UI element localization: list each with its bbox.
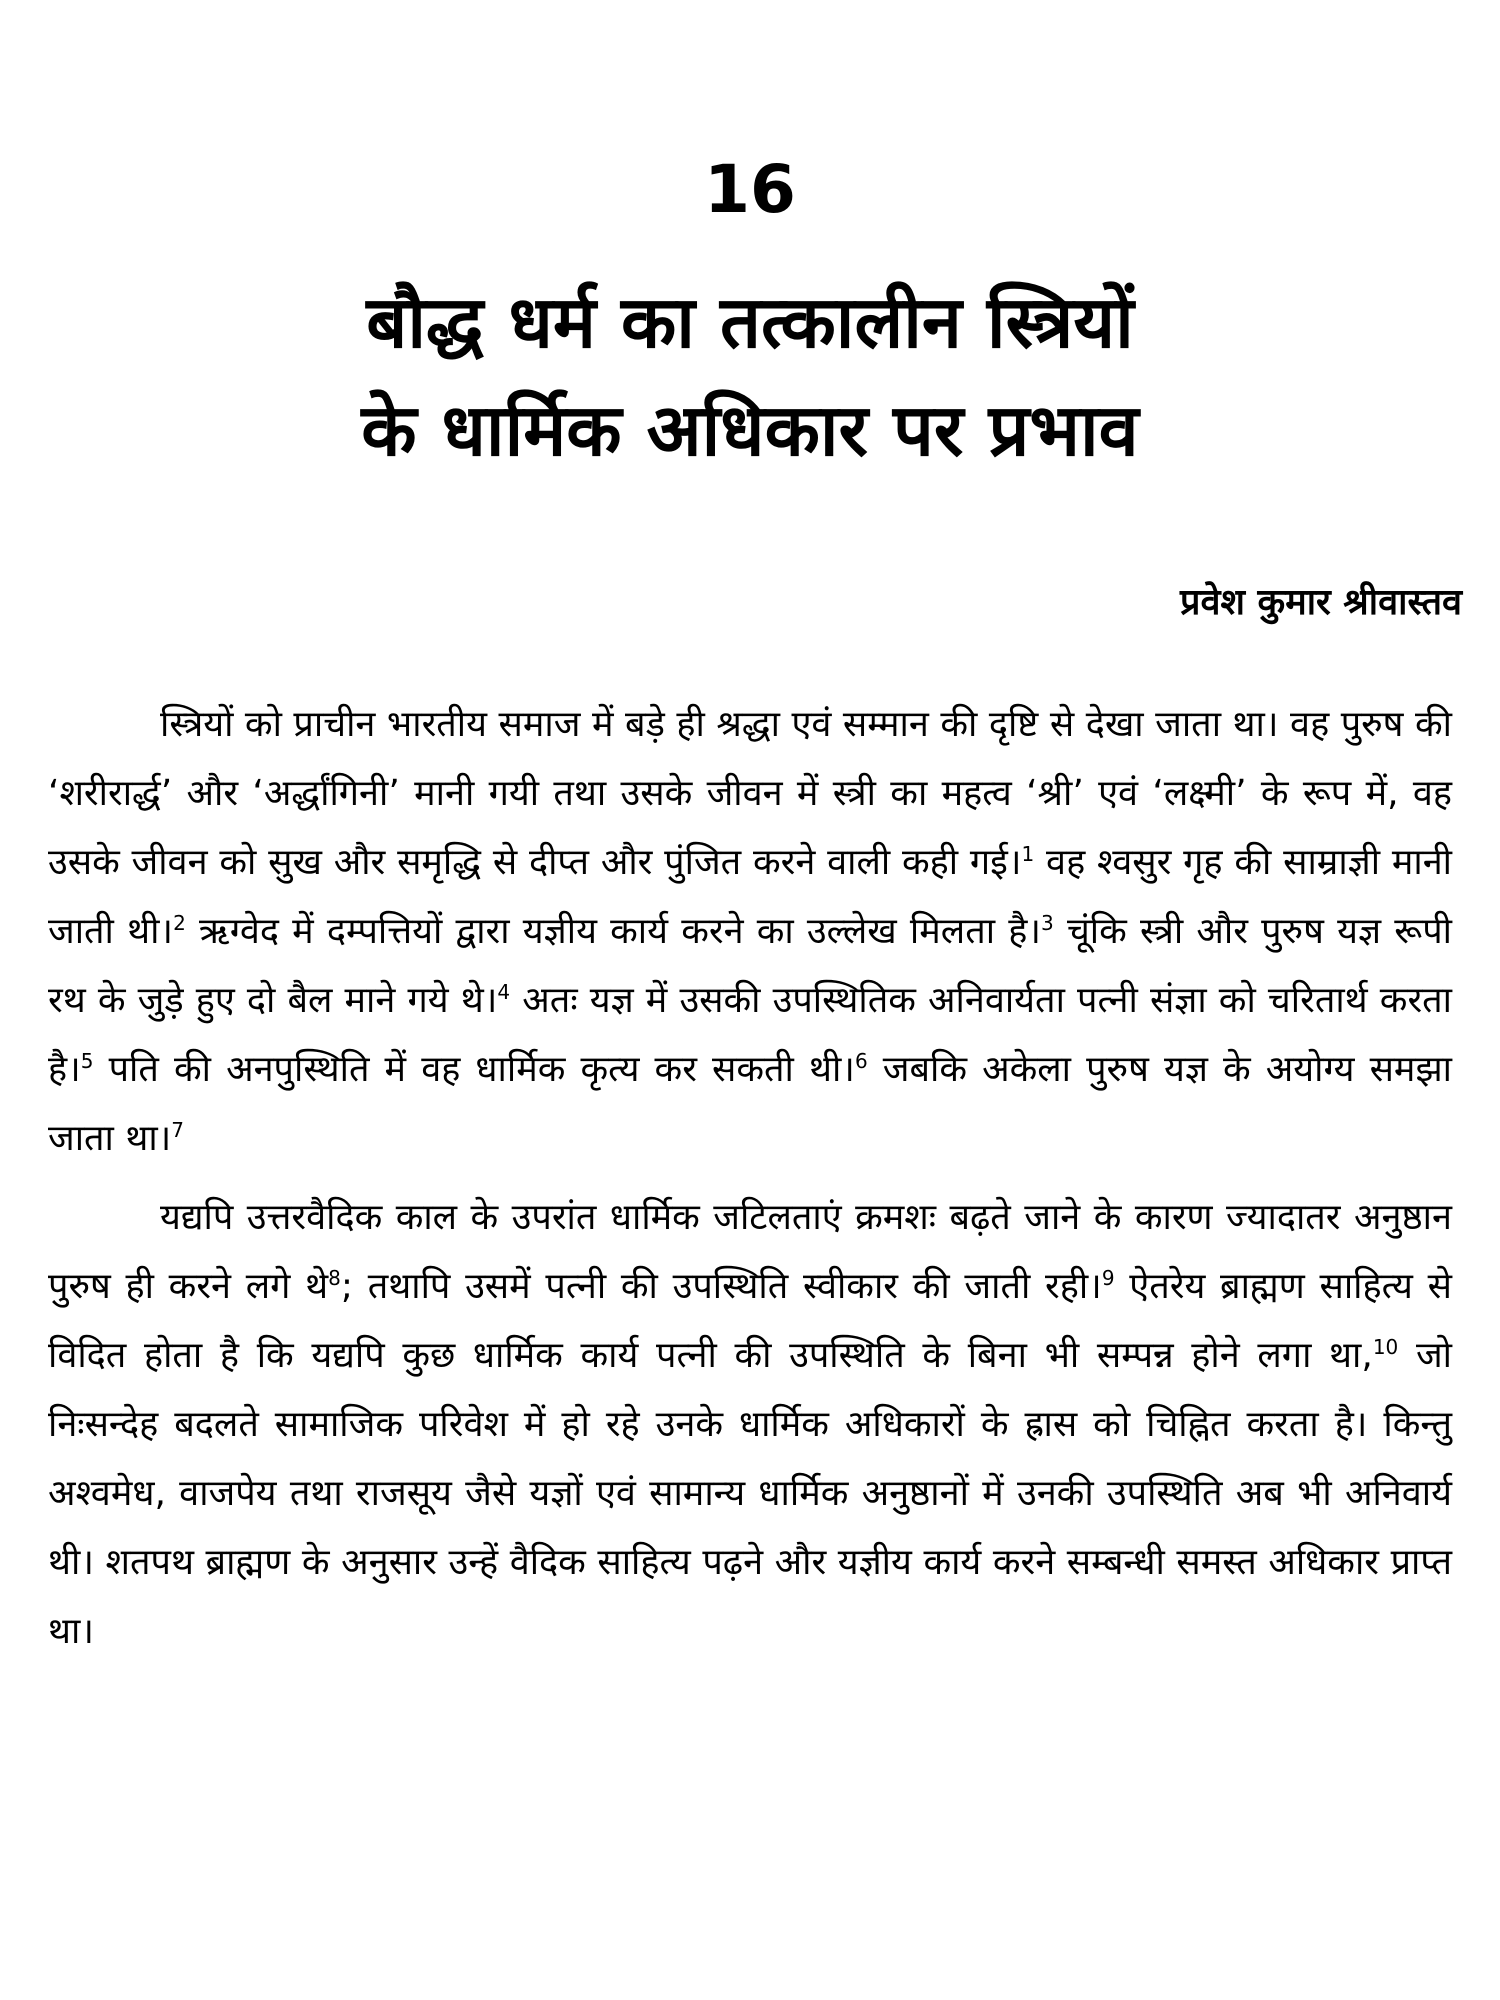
paragraph-text: ऋग्वेद में दम्पत्तियों द्वारा यज्ञीय कार्य करने का उल्लेख मिलता है। bbox=[199, 911, 1041, 952]
paragraph-text: चूंकि स्त्री और पुरुष यज्ञ रूपी रथ के जुड़े हुए दो बैल माने गये थे। bbox=[48, 911, 1452, 1021]
paragraph-text: जबकि अकेला पुरुष यज्ञ के अयोग्य समझा जाता था। bbox=[48, 1049, 1452, 1159]
footnote-marker: 3 bbox=[1041, 911, 1054, 935]
paragraph-2 bbox=[48, 1183, 1452, 1666]
paragraph-text: वह श्वसुर गृह की साम्राज्ञी मानी जाती थी। bbox=[48, 842, 1452, 952]
footnote-marker: 9 bbox=[1101, 1266, 1115, 1290]
paragraph-1 bbox=[48, 690, 1452, 1173]
paragraph-text: यद्यपि उत्तरवैदिक काल के उपरांत धार्मिक जटिलताएं क्रमशः बढ़ते जाने के कारण ज्यादातर अनुष्ठान पुरुष ही करने लगे थे bbox=[48, 1197, 1452, 1307]
body-text bbox=[48, 690, 1452, 1676]
author-name: प्रवेश कुमार श्रीवास्तव bbox=[1180, 582, 1462, 623]
paragraph-text: स्त्रियों को प्राचीन भारतीय समाज में बड़े ही श्रद्धा एवं सम्मान की दृष्टि से देखा जाता था। वह पुरुष की ‘शरीरार्द्ध’ और ‘अर्द्धांगिनी’ मानी गयी तथा उसके जीवन में स्त्री का महत्व ‘श्री’ एवं ‘लक्ष्मी’ के रूप में, वह उसके जीवन को सुख और समृद्धि से दीप्त और पुंजित करने वाली कही गई। bbox=[48, 704, 1452, 883]
footnote-marker: 10 bbox=[1372, 1335, 1399, 1359]
footnote-marker: 8 bbox=[328, 1266, 341, 1290]
paragraph-text: पति की अनपुस्थिति में वह धार्मिक कृत्य कर सकती थी। bbox=[108, 1049, 855, 1090]
footnote-marker: 5 bbox=[80, 1049, 94, 1073]
paragraph-text: ऐतरेय ब्राह्मण साहित्य से विदित होता है कि यद्यपि कुछ धार्मिक कार्य पत्नी की उपस्थिति के बिना भी सम्पन्न होने लगा था, bbox=[48, 1266, 1452, 1376]
footnote-marker: 1 bbox=[1021, 842, 1035, 866]
paragraph-text: अतः यज्ञ में उसकी उपस्थितिक अनिवार्यता पत्नी संज्ञा को चरितार्थ करता है। bbox=[48, 980, 1453, 1090]
footnote-marker: 7 bbox=[171, 1118, 185, 1142]
chapter-number: 16 bbox=[704, 151, 796, 228]
footnote-marker: 6 bbox=[854, 1049, 868, 1073]
paragraph-text: जो निःसन्देह बदलते सामाजिक परिवेश में हो रहे उनके धार्मिक अधिकारों के ह्रास को चिह्नित करता है। किन्तु अश्वमेध, वाजपेय तथा राजसूय जैसे यज्ञों एवं सामान्य धार्मिक अनुष्ठानों में उनकी उपस्थिति अब भी अनिवार्य थी। शतपथ ब्राह्मण के अनुसार उन्हें वैदिक साहित्य पढ़ने और यज्ञीय कार्य करने सम्बन्धी समस्त अधिकार प्राप्त था। bbox=[48, 1335, 1452, 1652]
chapter-title-line-2: के धार्मिक अधिकार पर प्रभाव bbox=[361, 388, 1139, 472]
paragraph-text: ; तथापि उसमें पत्नी की उपस्थिति स्वीकार की जाती रही। bbox=[340, 1266, 1102, 1307]
footnote-marker: 2 bbox=[173, 911, 186, 935]
chapter-title-line-1: बौद्ध धर्म का तत्कालीन स्त्रियों bbox=[366, 280, 1134, 364]
footnote-marker: 4 bbox=[497, 980, 511, 1004]
chapter-title bbox=[150, 268, 1350, 484]
